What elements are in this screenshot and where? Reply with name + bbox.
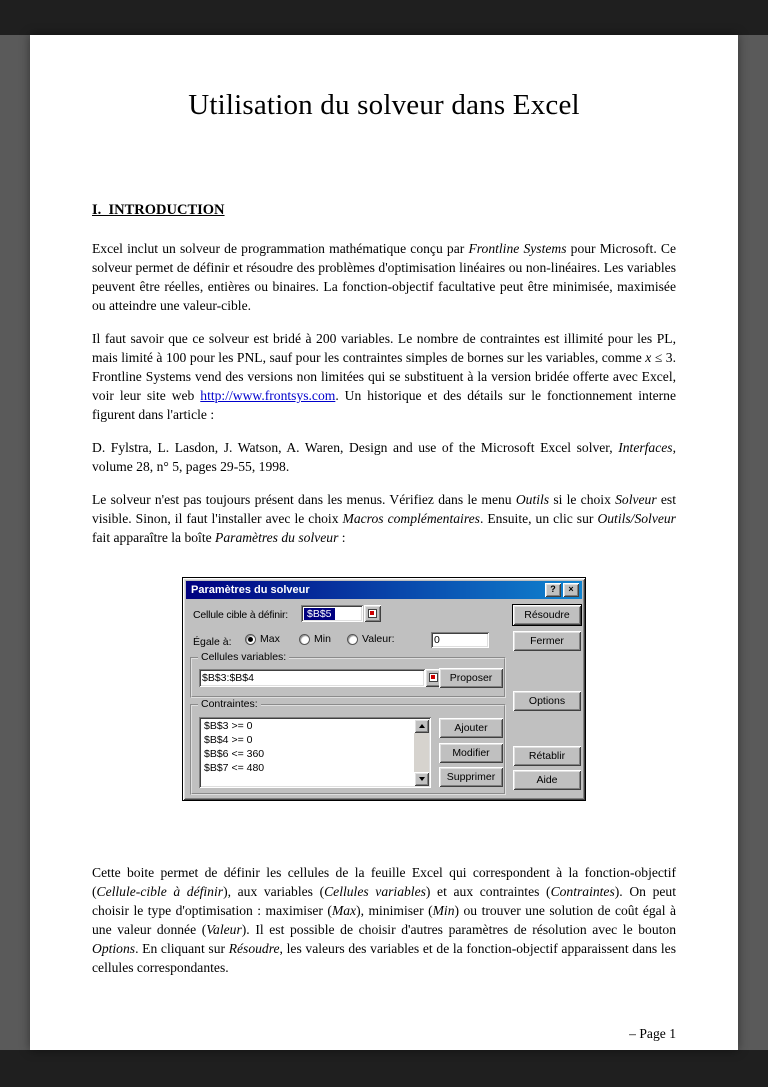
- frontsys-link[interactable]: http://www.frontsys.com: [200, 388, 336, 403]
- dialog-title: Paramètres du solveur: [191, 584, 310, 596]
- viewer-top-band: [0, 0, 768, 35]
- paragraph-4: Le solveur n'est pas toujours présent dans les menus. Vérifiez dans le menu Outils si le choix Solveur est visible. Sinon, il faut l'installer avec le choix Macros complémentaires. Ensuite, un clic sur Outils/Solveur fait apparaître la boîte Paramètres du solveur :: [92, 492, 676, 545]
- radio-value-label: Valeur:: [362, 633, 395, 645]
- constraints-label: Contraintes:: [198, 698, 261, 710]
- delete-constraint-button[interactable]: Supprimer: [439, 767, 503, 787]
- constraints-group: [190, 698, 506, 795]
- paragraph-2-text: Il faut savoir que ce solveur est bridé à 200 variables. Le nombre de contraintes est illimité pour les PL, mais limité à 100 pour les PNL, sauf pour les contraintes simples de bornes sur les variables, comme x ≤ 3. Frontline Systems vend des versions non limitées qui se substituent à la version bridée offerte avec Excel, voir leur site web: [92, 331, 676, 403]
- range-selector-icon: [368, 609, 377, 618]
- options-button[interactable]: Options: [513, 691, 581, 711]
- paragraph-1: Excel inclut un solveur de programmation mathématique conçu par Frontline Systems pour Microsoft. Ce solveur permet de définir et résoudre des problèmes d'optimisation linéaires ou non-linéaires. Les variables peuvent être réelles, entières ou binaires. La fonction-objectif facultative peut être minimisée, maximisée ou atteindre une valeur-cible.: [92, 241, 676, 313]
- radio-value-circle: [347, 634, 358, 645]
- constraint-item[interactable]: $B$7 <= 480: [204, 762, 265, 774]
- paragraph-5: Cette boite permet de définir les cellules de la feuille Excel qui correspondent à la fonction-objectif (Cellule-cible à définir), aux variables (Cellules variables) et aux contraintes (Contraintes). On peut choisir le type d'optimisation : maximiser (Max), minimiser (Min) ou trouver une solution de coût égal à une valeur donnée (Valeur). Il est possible de choisir d'autres paramètres de résolution avec le bouton Options. En cliquant sur Résoudre, les valeurs des variables et de la fonction-objectif apparaissent dans les cellules correspondantes.: [92, 865, 676, 975]
- target-cell-value: $B$5: [304, 608, 335, 620]
- variable-cells-field[interactable]: [199, 669, 425, 687]
- paragraph-3-reference: D. Fylstra, L. Lasdon, J. Watson, A. Waren, Design and use of the Microsoft Excel solver, Interfaces, volume 28, n° 5, pages 29-55, 1998.: [92, 440, 676, 474]
- collapse-dialog-button[interactable]: [364, 605, 381, 622]
- radio-max[interactable]: [245, 633, 280, 645]
- constraints-listbox[interactable]: [199, 717, 431, 788]
- constraints-scrollbar[interactable]: [414, 719, 429, 786]
- radio-max-circle: [245, 634, 256, 645]
- scroll-down-button[interactable]: [414, 772, 429, 786]
- document-page: [30, 35, 738, 1050]
- scroll-down-icon: [419, 777, 425, 781]
- variable-cells-group: [190, 651, 506, 698]
- paragraph-2: [92, 329, 676, 424]
- radio-min-circle: [299, 634, 310, 645]
- constraints-list: [201, 719, 414, 786]
- section-heading-introduction: I. INTRODUCTION: [92, 202, 225, 218]
- close-button[interactable]: [563, 583, 579, 597]
- guess-button[interactable]: Proposer: [439, 668, 503, 688]
- target-cell-label: Cellule cible à définir:: [193, 609, 289, 621]
- radio-min[interactable]: [299, 633, 331, 645]
- close-dialog-button[interactable]: Fermer: [513, 631, 581, 651]
- constraint-item[interactable]: $B$3 >= 0: [204, 720, 253, 732]
- value-input[interactable]: [431, 632, 489, 648]
- variable-cells-label: Cellules variables:: [198, 651, 289, 663]
- help-icon: ?: [550, 584, 556, 594]
- scroll-up-button[interactable]: [414, 719, 429, 733]
- radio-max-label: Max: [260, 633, 280, 645]
- help-dialog-button[interactable]: Aide: [513, 770, 581, 790]
- target-cell-field[interactable]: [301, 605, 363, 622]
- variable-cells-value: $B$3:$B$4: [202, 672, 254, 684]
- page-number: – Page 1: [629, 1026, 676, 1041]
- document-title: Utilisation du solveur dans Excel: [188, 89, 580, 121]
- solver-parameters-dialog: [182, 577, 586, 801]
- titlebar-buttons: [545, 583, 579, 597]
- solve-button[interactable]: Résoudre: [513, 605, 581, 625]
- help-button[interactable]: [545, 583, 561, 597]
- equal-to-label: Égale à:: [193, 636, 232, 648]
- paragraph-2-text-after: . Un historique et des détails sur le fonctionnement interne figurent dans l'article :: [92, 388, 676, 422]
- reset-button[interactable]: Rétablir: [513, 746, 581, 766]
- viewer-background: [0, 35, 768, 1050]
- radio-value[interactable]: [347, 633, 395, 645]
- constraint-item[interactable]: $B$4 >= 0: [204, 734, 253, 746]
- scroll-up-icon: [419, 724, 425, 728]
- add-constraint-button[interactable]: Ajouter: [439, 718, 503, 738]
- constraint-item[interactable]: $B$6 <= 360: [204, 748, 265, 760]
- dialog-titlebar: [186, 581, 582, 599]
- viewer-bottom-band: [0, 1050, 768, 1087]
- close-icon: ×: [568, 584, 574, 594]
- change-constraint-button[interactable]: Modifier: [439, 743, 503, 763]
- range-selector-icon-2: [429, 673, 438, 682]
- radio-min-label: Min: [314, 633, 331, 645]
- value-input-text: 0: [434, 634, 440, 646]
